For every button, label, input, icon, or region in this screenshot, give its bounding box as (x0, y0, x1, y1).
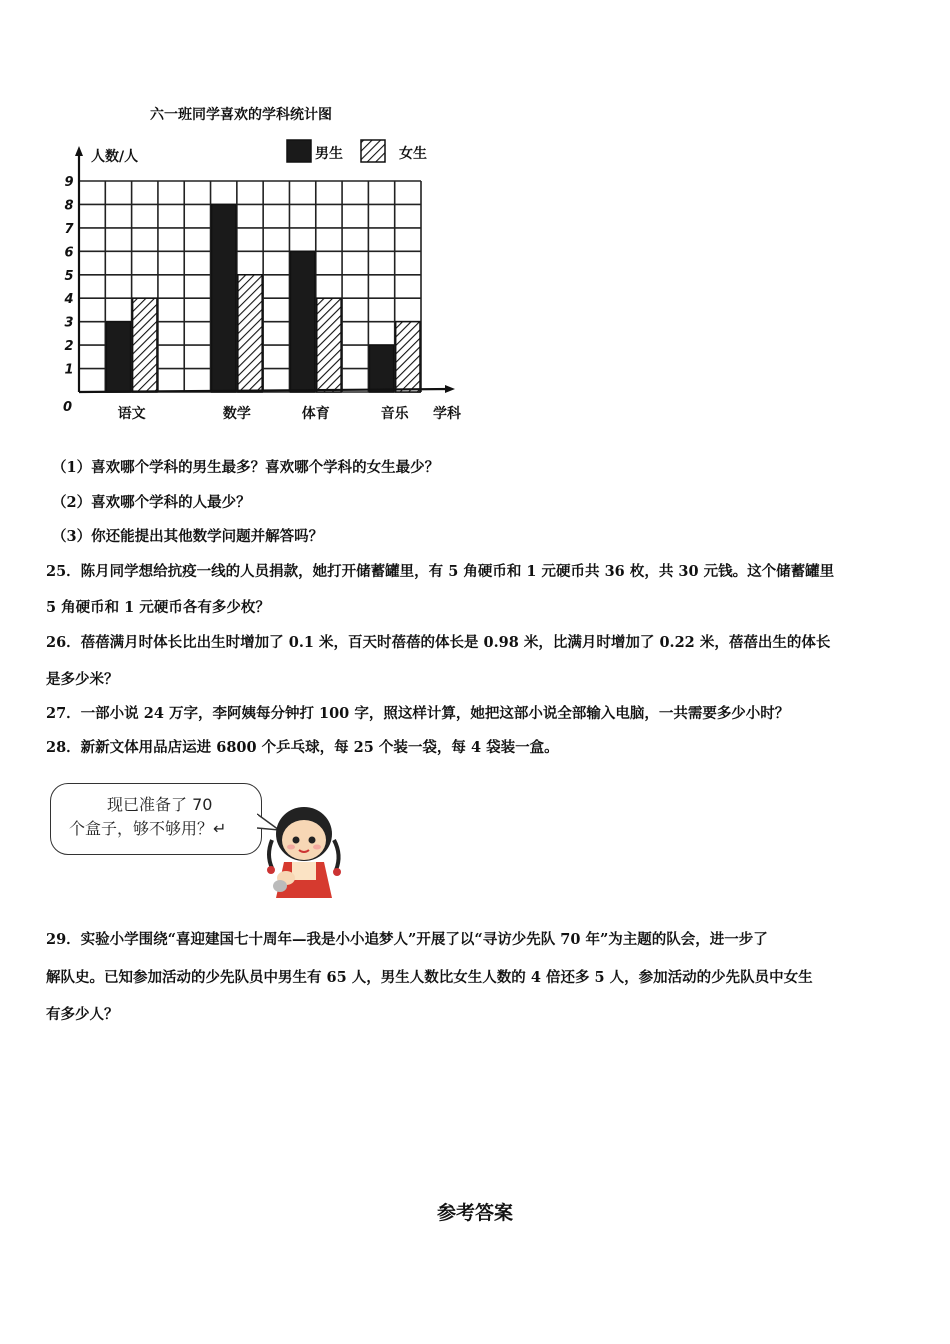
y-tick-label: 7 (64, 221, 74, 237)
question-26-line-1: 26．蓓蓓满月时体长比出生时增加了 0.1 米，百天时蓓蓓的体长是 0.98 米，比满月时增加了 0.22 米，蓓蓓出生的体长 (46, 634, 831, 651)
legend-girls-swatch (361, 140, 385, 162)
x-tick-label: 数学 (222, 406, 251, 422)
subject-bar-chart (55, 100, 475, 430)
subquestion-1: （1）喜欢哪个学科的男生最多？喜欢哪个学科的女生最少？ (52, 459, 440, 476)
y-tick-label: 1 (64, 362, 74, 378)
bar-boys-3 (290, 251, 314, 392)
bar-boys-4 (369, 345, 393, 392)
bar-boys-2 (212, 204, 236, 392)
question-25-line-1: 25．陈月同学想给抗疫一线的人员捐款，她打开储蓄罐里，有 5 角硬币和 1 元硬币共 36 枚，共 30 元钱。这个储蓄罐里 (46, 563, 835, 580)
speech-bubble-line-2: 个盒子，够不够用？↵ (69, 819, 227, 838)
subquestion-2: （2）喜欢哪个学科的人最少？ (52, 494, 251, 511)
speech-bubble-line-1: 现已准备了 70 (107, 795, 213, 814)
y-tick-label: 3 (64, 315, 74, 331)
origin-label: 0 (63, 400, 73, 415)
bar-girls-2 (238, 275, 262, 392)
question-25-line-2: 5 角硬币和 1 元硬币各有多少枚？ (46, 599, 270, 616)
question-29-line-2: 解队史。已知参加活动的少先队员中男生有 65 人，男生人数比女生人数的 4 倍还多 5 人，参加活动的少先队员中女生 (46, 969, 813, 986)
legend-boys-label: 男生 (315, 146, 343, 162)
bar-girls-4 (396, 322, 420, 392)
x-tick-label: 音乐 (380, 406, 409, 422)
x-tick-label: 体育 (301, 406, 330, 422)
y-tick-label: 9 (64, 175, 74, 190)
answer-section-title: 参考答案 (436, 1202, 513, 1224)
girl-illustration (262, 800, 347, 900)
question-29-line-1: 29．实验小学围绕“喜迎建国七十周年—我是小小追梦人”开展了以“寻访少先队 70 年”为主题的队会，进一步了 (46, 931, 768, 948)
y-tick-label: 2 (64, 339, 74, 355)
y-axis-arrow (75, 146, 83, 156)
y-tick-label: 8 (64, 198, 74, 214)
question-26-line-2: 是多少米？ (46, 671, 119, 688)
legend-boys-swatch (287, 140, 311, 162)
subquestion-3: （3）你还能提出其他数学问题并解答吗？ (52, 528, 324, 545)
x-axis-arrow (445, 385, 455, 393)
y-tick-label: 6 (64, 245, 74, 261)
y-tick-label: 4 (64, 292, 74, 308)
bar-girls-1 (133, 298, 157, 392)
y-tick-label: 5 (64, 268, 74, 284)
x-axis-label: 学科 (433, 406, 461, 422)
question-27: 27．一部小说 24 万字，李阿姨每分钟打 100 字，照这样计算，她把这部小说全部输入电脑，一共需要多少小时？ (46, 705, 790, 722)
bar-boys-1 (106, 322, 130, 392)
speech-bubble (50, 783, 262, 855)
y-axis-label: 人数/人 (91, 149, 139, 165)
bar-girls-3 (317, 298, 341, 392)
chart-canvas (55, 100, 475, 430)
question-29-line-3: 有多少人？ (46, 1006, 119, 1023)
question-28: 28．新新文体用品店运进 6800 个乒乓球，每 25 个装一袋，每 4 袋装一盒。 (46, 739, 559, 756)
chart-title: 六一班同学喜欢的学科统计图 (150, 107, 332, 123)
legend-girls-label: 女生 (399, 146, 427, 162)
x-tick-label: 语文 (117, 406, 146, 422)
